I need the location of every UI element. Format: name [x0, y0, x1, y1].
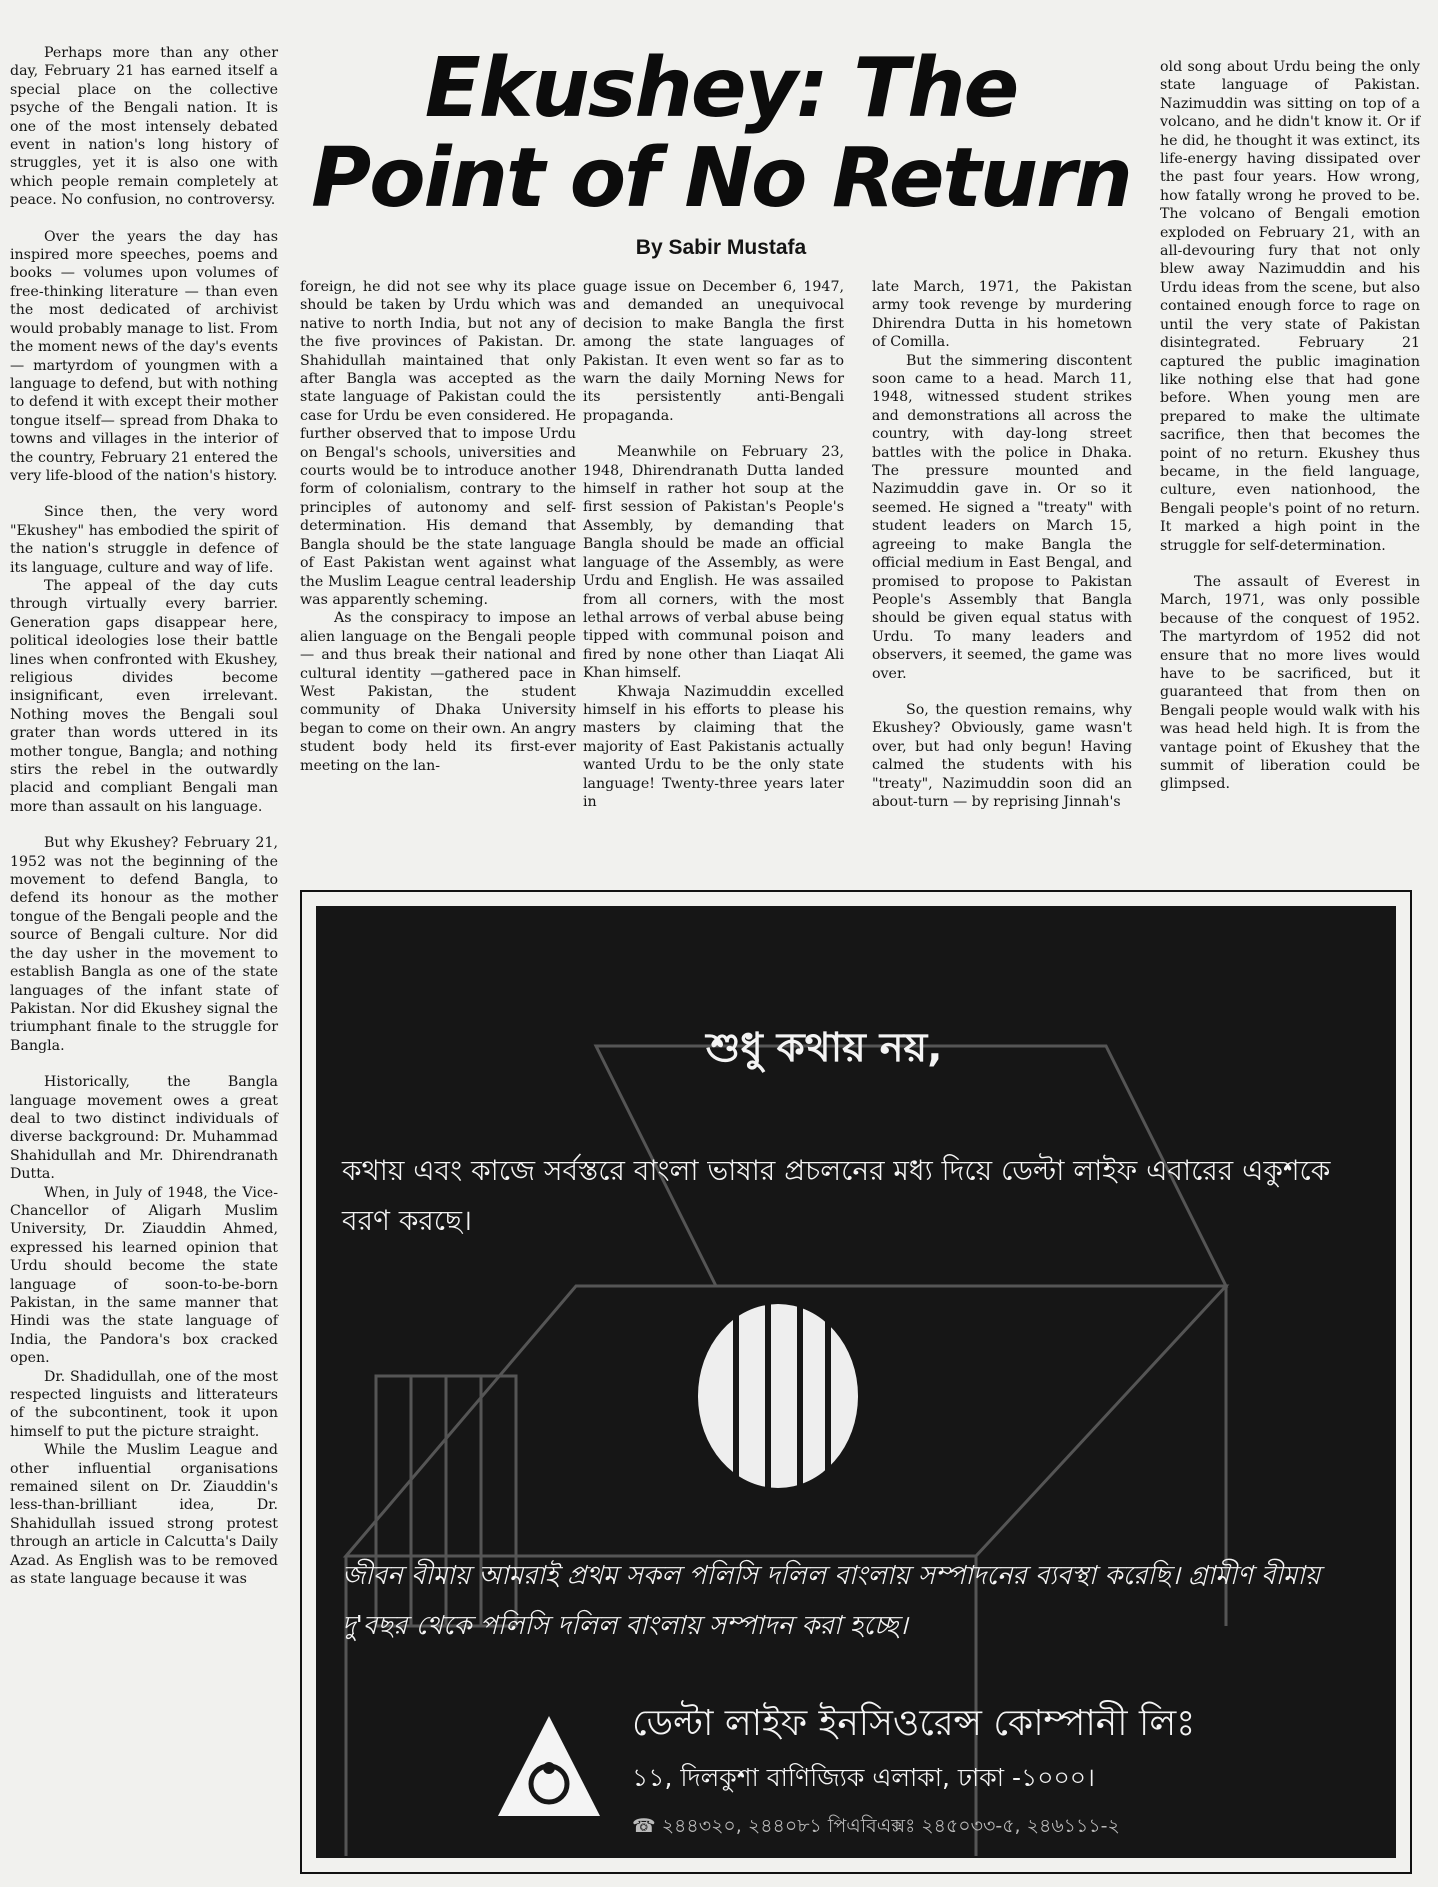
ad-company-name: ডেল্টা লাইফ ইনসিওরেন্স কোম্পানী লিঃ — [632, 1703, 1196, 1744]
paragraph: Over the years the day has inspired more speeches, poems and books — volumes upon volumes of free-thinking literature — than even the most dedicated of archivist would probably manage to list. From the moment news of the day's events — martyrdom of youngmen with a language to defend, but with nothing to defend it with except their mother tongue itself— spread from Dhaka to towns and villages in the interior of the country, February 21 entered the very life-blood of the nation's history. — [10, 228, 278, 484]
paragraph: Khwaja Nazimuddin excelled himself in his efforts to please his masters by claiming that the majority of East Pakistanis actually wanted Urdu to be the only state language! Twenty-three years later in — [583, 683, 844, 810]
paragraph: foreign, he did not see why its place should be taken by Urdu which was native to north India, but not any of the five provinces of Pakistan. Dr. Shahidullah maintained that only after Bangla was accepted as the state language of Pakistan could the case for Urdu be even considered. He further observed that to impose Urdu on Bengal's schools, universities and courts would be to introduce another form of colonialism, contrary to the principles of autonomy and self-determination. His demand that Bangla should be the state language of East Pakistan went against what the Muslim League central leadership was apparently scheming. — [300, 279, 576, 608]
article-column-5 — [1160, 58, 1420, 794]
article-column-4 — [872, 278, 1132, 811]
paragraph: When, in July of 1948, the Vice-Chancellor of Aligarh Muslim University, Dr. Ziauddin Ahmed, expressed his learned opinion that Urdu should become the state language of soon-to-be-born Pakistan, in the same manner that Hindi was the state language of India, the Pandora's box cracked open. — [10, 1184, 278, 1367]
advertisement-panel — [316, 906, 1396, 1858]
delta-triangle-icon — [494, 1712, 604, 1822]
article-byline: By Sabir Mustafa — [635, 236, 807, 259]
paragraph: As the conspiracy to impose an alien language on the Bengali people— and thus break their national and cultural identity —gathered pace in West Pakistan, the student community of Dhaka University began to come on their own. An angry student body held its first-ever meeting on the lan- — [300, 610, 576, 774]
paragraph: So, the question remains, why Ekushey? Obviously, game wasn't over, but had only begun! Having calmed the students with his "treaty", Nazimuddin soon did an about-turn — by reprising Jinnah's — [872, 701, 1132, 810]
paragraph: Since then, the very word "Ekushey" has embodied the spirit of the nation's struggle in defence of its language, culture and way of life. — [10, 504, 278, 576]
paragraph: old song about Urdu being the only state language of Pakistan. Nazimuddin was sitting on top of a volcano, and he didn't know it. Or if he did, he thought it was extinct, its life-energy having dissipated over the past four years. How wrong, how fatally wrong he proved to be. The volcano of Bengali emotion exploded on February 21, with an all-devouring fury that not only blew away Nazimuddin and his Urdu ideas from the scene, but also contained enough force to rage on until the very state of Pakistan disintegrated. February 21 captured the public imagination like nothing else that had gone before. When young men are prepared to make the ultimate sacrifice, then that becomes the point of no return. Ekushey thus became, in the field language, culture, even nationhood, the Bengali people's point of no return. It marked a high point in the struggle for self-determination. — [1160, 59, 1420, 554]
paragraph: Dr. Shadidullah, one of the most respected linguists and litterateurs of the subcontinent, took it upon himself to put the picture straight. — [10, 1368, 278, 1440]
paragraph: But the simmering discontent soon came to a head. March 11, 1948, witnessed student strikes and demonstrations all across the country, with day-long street battles with the police in Dhaka. The pressure mounted and Nazimuddin gave in. Or so it seemed. He signed a "treaty" with student leaders on March 15, agreeing to make Bangla the official medium in East Bengal, and promised to propose to Pakistan People's Assembly that Bangla should be given equal status with Urdu. To many leaders and observers, it seemed, the game was over. — [872, 352, 1132, 682]
round-window-shape — [698, 1304, 858, 1488]
advertisement — [300, 890, 1412, 1874]
paragraph: late March, 1971, the Pakistan army took revenge by murdering Dhirendra Dutta in his hometown of Comilla. — [872, 279, 1132, 351]
article-title: Ekushey: The Point of No Return — [311, 41, 1131, 226]
paragraph: The appeal of the day cuts through virtually every barrier. Generation gaps disappear here, political ideologies lose their battle lines when confronted with Ekushey, religious divides become insignificant, even irrelevant. Nothing moves the Bengali soul grater than words uttered in its mother tongue, Bangla; and nothing stirs the rebel in the outwardly placid and compliant Bengali man more than assault on his language. — [10, 577, 278, 815]
ad-message-primary: কথায় এবং কাজে সর্বস্তরে বাংলা ভাষার প্রচলনের মধ্য দিয়ে ডেল্টা লাইফ এবারের একুশকে বরণ করছে। — [342, 1154, 1331, 1237]
paragraph: The assault of Everest in March, 1971, was only possible because of the conquest of 1952. The martyrdom of 1952 did not ensure that no more lives would have to be sacrificed, but it guaranteed that from then on Bengali people would walk with his was head held high. It is from the vantage point of Ekushey that the summit of liberation could be glimpsed. — [1160, 573, 1420, 793]
paragraph: Historically, the Bangla language movement owes a great deal to two distinct individuals of diverse background: Dr. Muhammad Shahidullah and Mr. Dhirendranath Dutta. — [10, 1074, 278, 1183]
ad-headline: শুধু কথায় নয়, — [706, 1025, 943, 1071]
paragraph: Meanwhile on February 23, 1948, Dhirendranath Dutta landed himself in rather hot soup at the first session of Pakistan's People's Assembly, by demanding that Bangla should be made an official language of the Assembly, as were Urdu and English. He was assailed from all corners, with the most lethal arrows of verbal abuse being tipped with communal poison and fired by none other than Liaqat Ali Khan himself. — [583, 444, 844, 682]
ad-address: ১১, দিলকুশা বাণিজ্যিক এলাকা, ঢাকা -১০০০। — [632, 1763, 1095, 1792]
ad-message-secondary: জীবন বীমায় আমরাই প্রথম সকল পলিসি দলিল বাংলায় সম্পাদনের ব্যবস্থা করেছি। গ্রামীণ বীমায় দু'বছর থেকে পলিসি দলিল বাংলায় সম্পাদন করা হচ্ছে। — [342, 1561, 1321, 1641]
paragraph: Perhaps more than any other day, February 21 has earned itself a special place on the collective psyche of the Bengali nation. It is one of the most intensely debated event in nation's long history of struggles, yet it is also one with which people remain completely at peace. No confusion, no controversy. — [10, 45, 278, 209]
paragraph: While the Muslim League and other influential organisations remained silent on Dr. Ziauddin's less-than-brilliant idea, Dr. Shahidullah issued strong protest through an article in Calcutta's Daily Azad. As English was to be removed as state language because it was — [10, 1442, 278, 1588]
article-column-3 — [583, 278, 844, 811]
ad-phone-numbers: ☎ ২৪৪৩২০, ২৪৪০৮১ পিএবিএক্সঃ ২৪৫০৩৩-৫, ২৪৬১১১-২ — [632, 1815, 1120, 1837]
article-column-1 — [10, 44, 278, 1589]
paragraph: guage issue on December 6, 1947, and demanded an unequivocal decision to make Bangla the first among the state languages of Pakistan. It even went so far as to warn the daily Morning News for its persistently anti-Bengali propaganda. — [583, 279, 844, 424]
paragraph: But why Ekushey? February 21, 1952 was not the beginning of the movement to defend Bangla, to defend its honour as the mother tongue of the Bengali people and the source of Bengali culture. Nor did the day usher in the movement to establish Bangla as one of the state languages of the infant state of Pakistan. Nor did Ekushey signal the triumphant finale to the struggle for Bangla. — [10, 835, 278, 1054]
article-column-2 — [300, 278, 576, 775]
